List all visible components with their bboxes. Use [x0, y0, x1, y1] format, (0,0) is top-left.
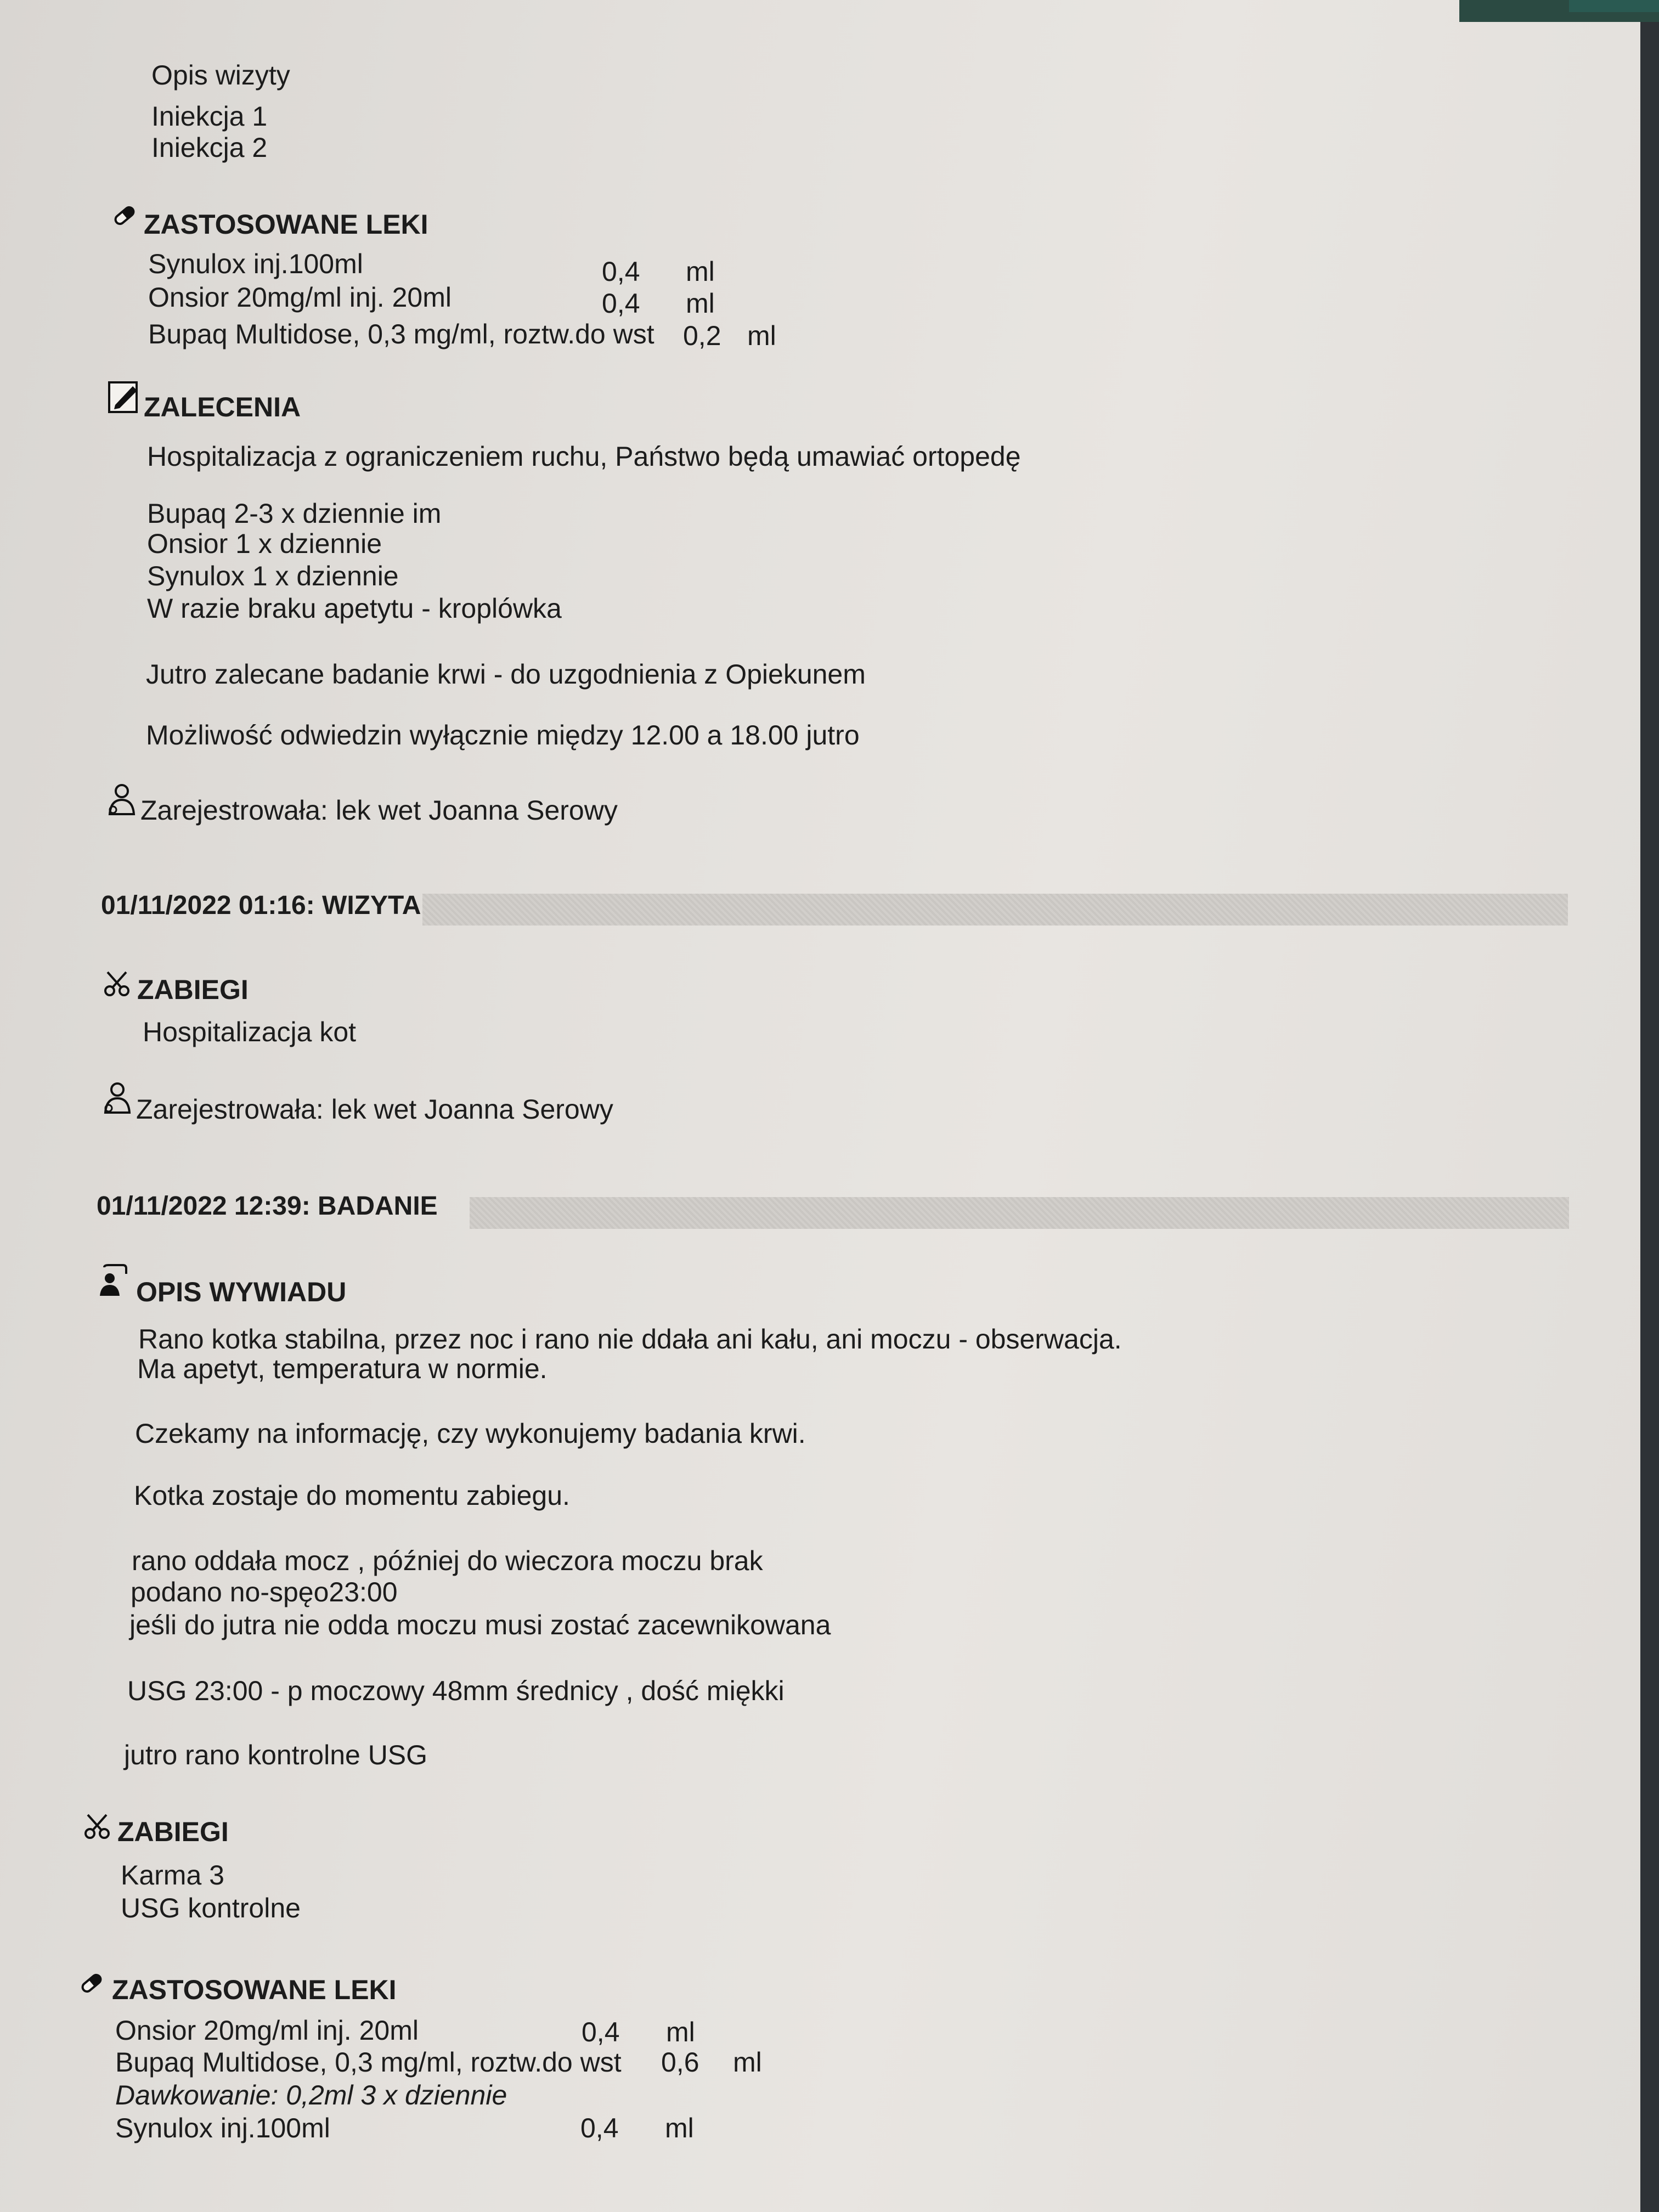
medication-qty: 0,4: [602, 288, 640, 319]
medication-name: Bupaq Multidose, 0,3 mg/ml, roztw.do wst: [115, 2047, 622, 2078]
registered-by: Zarejestrowała: lek wet Joanna Serowy: [136, 1094, 613, 1125]
recommendation-line: Bupaq 2-3 x dziennie im: [147, 498, 442, 529]
entry-header-bar: [470, 1197, 1569, 1229]
visit-description-item: Iniekcja 1: [151, 101, 268, 132]
medication-qty: 0,4: [582, 2017, 620, 2047]
scissors-icon: [102, 969, 132, 998]
medication-unit: ml: [733, 2047, 762, 2078]
recommendation-line: Możliwość odwiedzin wyłącznie między 12.00 a 18.00 jutro: [146, 720, 860, 751]
section-title-recommendations: ZALECENIA: [144, 392, 301, 422]
recommendation-line: Hospitalizacja z ograniczeniem ruchu, Państwo będą umawiać ortopedę: [147, 441, 1021, 472]
medication-name: Synulox inj.100ml: [148, 249, 363, 279]
medication-unit: ml: [747, 320, 776, 351]
interview-line: jutro rano kontrolne USG: [124, 1740, 428, 1770]
interview-line: USG 23:00 - p moczowy 48mm średnicy , dość miękki: [127, 1675, 785, 1706]
interview-line: jeśli do jutra nie odda moczu musi zostać zacewnikowana: [129, 1610, 831, 1640]
visit-description-item: Iniekcja 2: [151, 132, 268, 163]
section-title-medications: ZASTOSOWANE LEKI: [144, 209, 428, 240]
procedure-item: Karma 3: [121, 1860, 224, 1891]
scissors-icon: [82, 1812, 112, 1841]
entry-header-bar: [422, 894, 1568, 926]
pill-icon: [77, 1968, 106, 1998]
recommendation-line: Onsior 1 x dziennie: [147, 528, 382, 559]
interview-line: Ma apetyt, temperatura w normie.: [137, 1353, 548, 1384]
medication-name: Onsior 20mg/ml inj. 20ml: [148, 282, 452, 313]
medication-unit: ml: [665, 2113, 694, 2143]
medication-unit: ml: [686, 256, 715, 287]
medication-name: Synulox inj.100ml: [115, 2113, 330, 2143]
section-title-procedures: ZABIEGI: [117, 1816, 229, 1847]
medication-qty: 0,4: [580, 2113, 619, 2143]
medication-name: Bupaq Multidose, 0,3 mg/ml, roztw.do wst: [148, 319, 654, 349]
entry-header: 01/11/2022 01:16: WIZYTA: [101, 891, 421, 920]
procedure-item: Hospitalizacja kot: [143, 1017, 357, 1047]
dosage-note: Dawkowanie: 0,2ml 3 x dziennie: [115, 2080, 507, 2111]
doctor-icon: [100, 1082, 134, 1115]
interview-line: podano no-spęo23:00: [131, 1577, 398, 1607]
interview-line: Rano kotka stabilna, przez noc i rano nie ddała ani kału, ani moczu - obserwacja.: [138, 1324, 1122, 1355]
recommendation-line: W razie braku apetytu - kroplówka: [147, 593, 562, 624]
medication-qty: 0,2: [683, 320, 721, 351]
procedure-item: USG kontrolne: [121, 1893, 301, 1923]
pill-icon: [110, 201, 139, 230]
section-title-procedures: ZABIEGI: [137, 974, 249, 1005]
entry-header: 01/11/2022 12:39: BADANIE: [97, 1192, 438, 1221]
interview-line: Kotka zostaje do momentu zabiegu.: [134, 1480, 570, 1511]
doctor-interview-icon: [97, 1264, 127, 1297]
interview-line: rano oddała mocz , później do wieczora moczu brak: [132, 1545, 763, 1576]
medication-name: Onsior 20mg/ml inj. 20ml: [115, 2015, 419, 2046]
medication-qty: 0,4: [602, 256, 640, 287]
recommendation-line: Jutro zalecane badanie krwi - do uzgodnienia z Opiekunem: [146, 659, 866, 690]
pencil-note-icon: [108, 380, 142, 414]
registered-by: Zarejestrowała: lek wet Joanna Serowy: [140, 795, 618, 826]
section-title-interview: OPIS WYWIADU: [136, 1277, 347, 1307]
recommendation-line: Synulox 1 x dziennie: [147, 561, 399, 591]
medication-unit: ml: [686, 288, 715, 319]
interview-line: Czekamy na informację, czy wykonujemy badania krwi.: [135, 1418, 806, 1449]
visit-description-title: Opis wizyty: [151, 60, 290, 91]
background-folder-edge: [1569, 0, 1659, 12]
medication-unit: ml: [666, 2017, 695, 2047]
medication-qty: 0,6: [661, 2047, 699, 2078]
section-title-medications: ZASTOSOWANE LEKI: [112, 1974, 397, 2005]
doctor-icon: [104, 783, 138, 816]
